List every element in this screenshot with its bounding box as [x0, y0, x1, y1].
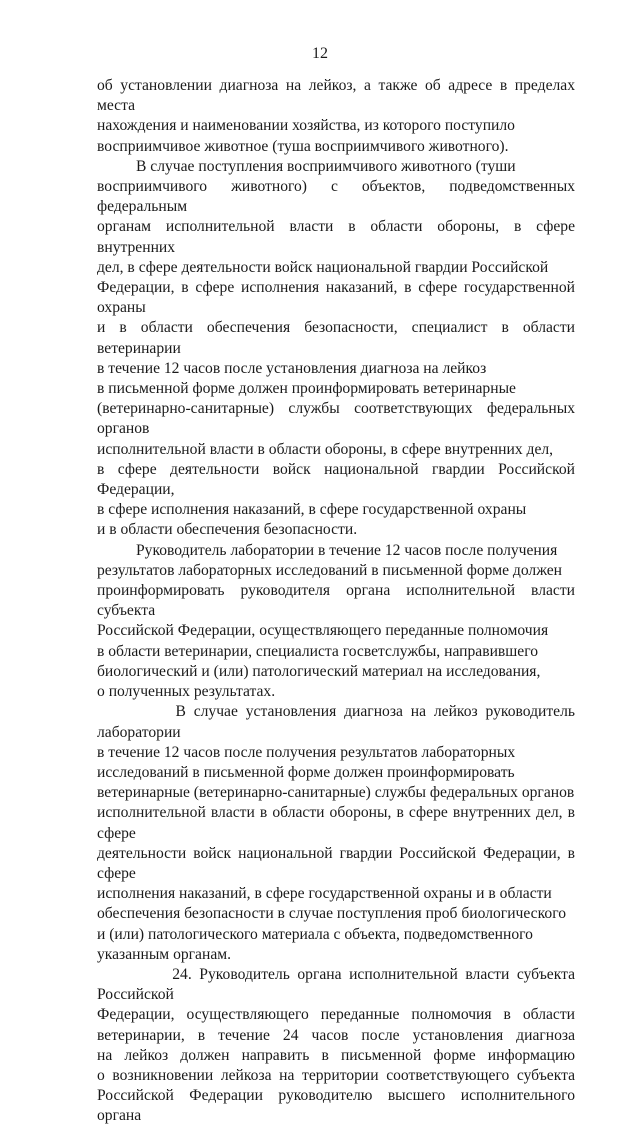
paragraph-3: Руководитель лаборатории в течение 12 часов после получения результатов лабораторных исследований в письменной форме должен проинформировать руководителя органа исполнительной власти субъекта Российской Федерации, осуществляющего переданные полномочия в области ветеринарии, специалиста госветслужбы, направившего биологический и (или) патологический материал на исследования, о полученных результатах. [97, 541, 575, 701]
page-number: 12 [312, 45, 328, 62]
paragraph-2: В случае поступления восприимчивого животного (туши восприимчивого животного) с объектов, подведомственных федеральным органам исполнительной власти в области обороны, в сфере внутренних дел, в сфере деятельности войск национальной гвардии Российской Федерации, в сфере исполнения наказаний, в сфере государственной охраны и в области обеспечения безопасности, специалист в области ветеринарии в течение 12 часов после установления диагноза на лейкоз в письменной форме должен проинформировать ветеринарные (ветеринарно-санитарные) службы соответствующих федеральных органов исполнительной власти в области обороны, в сфере внутренних дел, в сфере деятельности войск национальной гвардии Российской Федерации, в сфере исполнения наказаний, в сфере государственной охраны и в области обеспечения безопасности. [97, 157, 575, 539]
document-body [97, 76, 575, 1127]
paragraph-5: 24. Руководитель органа исполнительной власти субъекта Российской Федерации, осуществляющего переданные полномочия в области ветеринарии, в течение 24 часов после установления диагноза на лейкоз должен направить в письменной форме информацию о возникновении лейкоза на территории соответствующего субъекта Российской Федерации руководителю высшего исполнительного органа [97, 965, 575, 1125]
paragraph-1: об установлении диагноза на лейкоз, а также об адресе в пределах места нахождения и наименовании хозяйства, из которого поступило восприимчивое животное (туша восприимчивого животного). [97, 77, 575, 155]
paragraph-4: В случае установления диагноза на лейкоз руководитель лаборатории в течение 12 часов после получения результатов лабораторных исследований в письменной форме должен проинформировать ветеринарные (ветеринарно-санитарные) службы федеральных органов исполнительной власти в области обороны, в сфере внутренних дел, в сфере деятельности войск национальной гвардии Российской Федерации, в сфере исполнения наказаний, в сфере государственной охраны и в области обеспечения безопасности в случае поступления проб биологического и (или) патологического материала с объекта, подведомственного указанным органам. [97, 703, 575, 963]
